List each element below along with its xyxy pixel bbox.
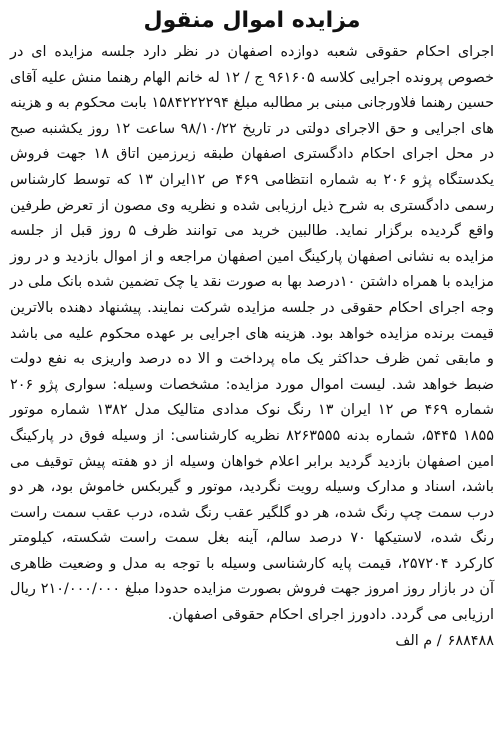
notice-footer [10,629,494,655]
notice-title: مزایده اموال منقول [143,8,361,33]
notice-body: اجرای احکام حقوقی شعبه دوازده اصفهان در نظر دارد جلسه مزایده ای در خصوص پرونده اجرایی کلاسه ۹۶۱۶۰۵ ج / ۱۲ له خانم الهام رهنما منش علیه آقای حسین رهنما فلاورجانی مبنی بر مطالبه مبلغ ۱۵۸۴۲۲۲۲۹۴ بابت محکوم به و هزینه های اجرایی و حق الاجرای دولتی در تاریخ ۹۸/۱۰/۲۲ ساعت ۱۲ روز یکشنبه صبح در محل اجرای احکام دادگستری اصفهان طبقه زیرزمین اتاق ۱۸ جهت فروش یکدستگاه پژو ۲۰۶ به شماره انتظامی ۴۶۹ ص ۱۲ایران ۱۳ که توسط کارشناس رسمی دادگستری به شرح ذیل ارزیابی شده و نظریه وی مصون از تعرض طرفین واقع گردیده برگزار نماید. طالبین خرید می توانند ظرف ۵ روز قبل از جلسه مزایده به نشانی اصفهان پارکینگ امین اصفهان مراجعه و از اموال بازدید و در روز مزایده با همراه داشتن ۱۰درصد بها به صورت نقد یا چک تضمین شده بانک ملی در وجه اجرای احکام حقوقی در جلسه مزایده شرکت نمایند. پیشنهاد دهنده بالاترین قیمت برنده مزایده خواهد بود. هزینه های اجرایی بر عهده محکوم علیه می باشد و مابقی ثمن ظرف حداکثر یک ماه پرداخت و الا ده درصد واریزی به نفع دولت ضبط خواهد شد. لیست اموال مورد مزایده: مشخصات وسیله: سواری پژو ۲۰۶ شماره ۴۶۹ ص ۱۲ ایران ۱۳ رنگ نوک مدادی متالیک مدل ۱۳۸۲ شماره موتور ۱۸۵۵ ۵۴۴۵، شماره بدنه ۸۲۶۳۵۵۵ نظریه کارشناسی: از وسیله فوق در پارکینگ امین اصفهان بازدید گردید برابر اعلام خواهان وسیله از دو هفته پیش توقیف می باشد، اسناد و مدارک وسیله رویت نگردید، موتور و گیربکس خاموش بود، هر دو درب سمت چپ رنگ شده، هر دو گلگیر عقب رنگ شده، درب عقب سمت راست رنگ شده، لاستیکها ۷۰ درصد سالم، آینه بغل سمت راست شکسته، کیلومتر کارکرد ۲۵۷۲۰۴، قیمت پایه کارشناسی وسیله با توجه به مدل و وضعیت ظاهری آن در بازار روز امروز جهت فروش بصورت مزایده حدودا مبلغ ۲۱۰/۰۰۰/۰۰۰ ریال ارزیابی می گردد. دادورز اجرای احکام حقوقی اصفهان. [10,44,495,624]
notice-reference-number: ۶۸۸۴۸۸ [447,632,494,649]
notice-reference-code: / م الف [395,632,442,649]
